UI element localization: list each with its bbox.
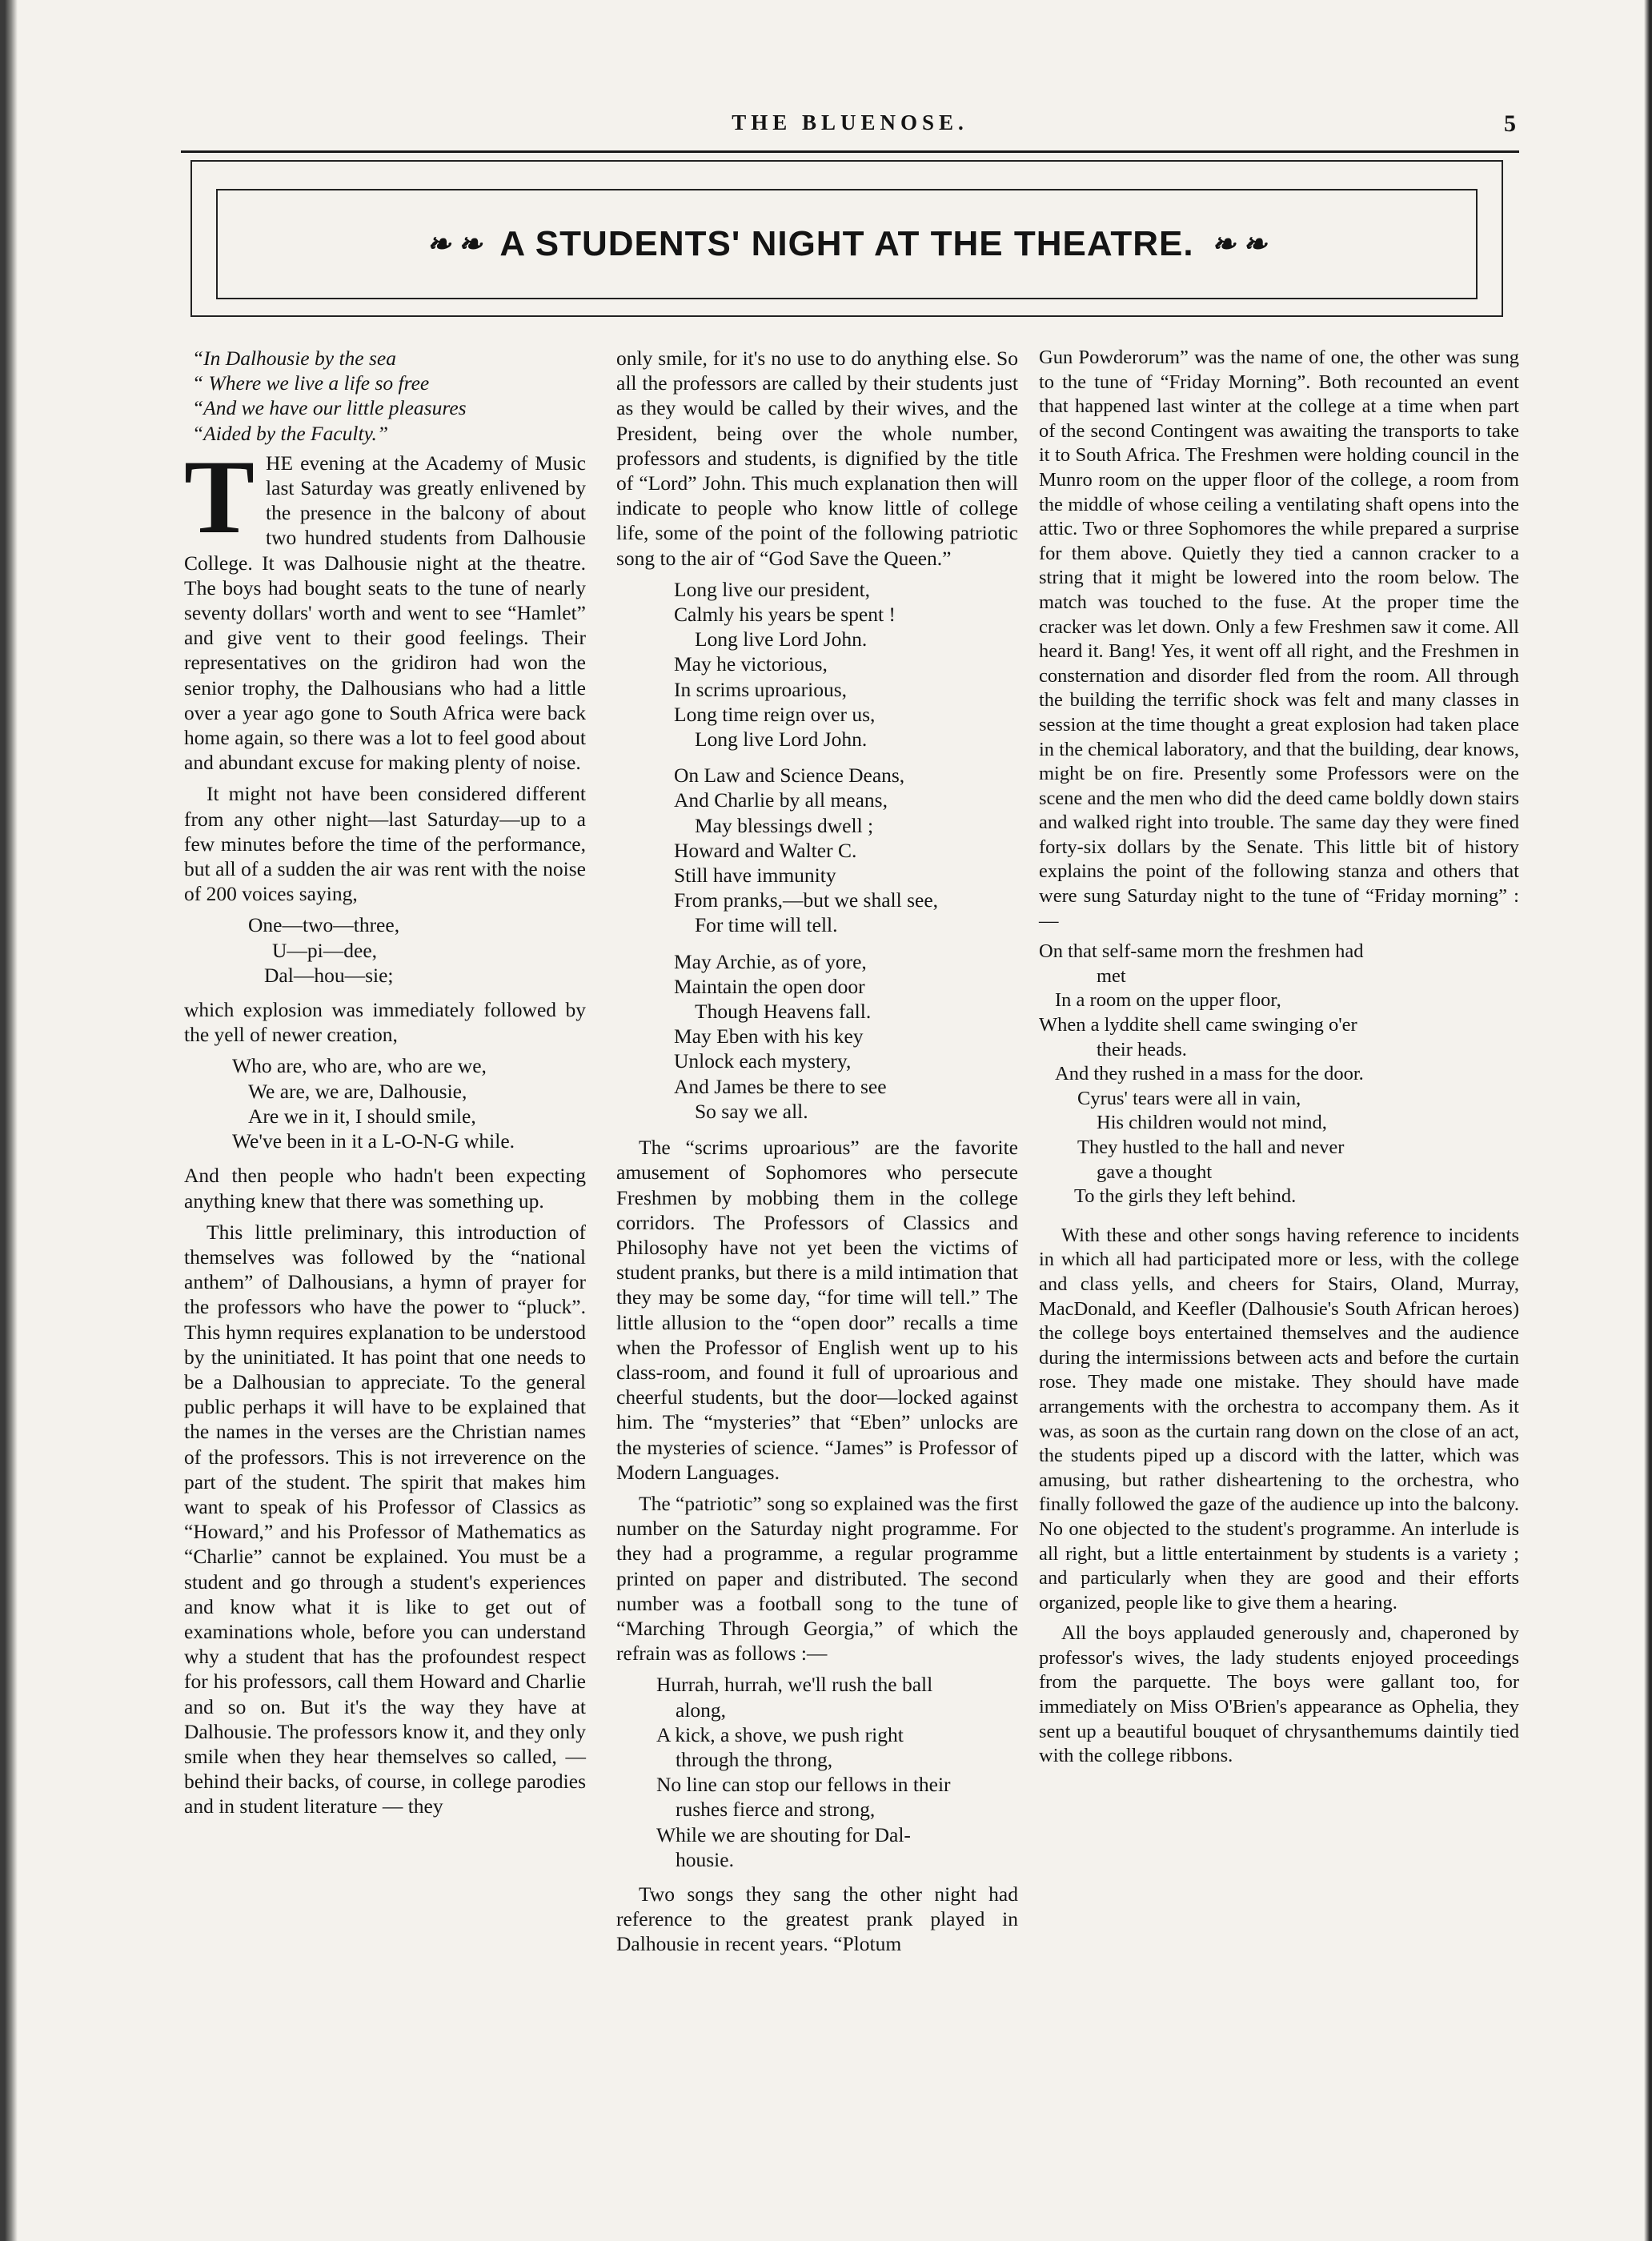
song-line: May blessings dwell ; xyxy=(695,813,874,837)
stanza-line: their heads. xyxy=(1097,1038,1187,1060)
song-line: Long time reign over us, xyxy=(674,702,876,726)
paragraph: And then people who hadn't been expecting anything knew that there was something up. xyxy=(184,1164,586,1213)
yell-line: Dal—hou—sie; xyxy=(264,963,394,987)
epigraph-line: “Aided by the Faculty.” xyxy=(192,421,389,445)
song-line: And Charlie by all means, xyxy=(674,788,888,812)
song-line: From pranks,—but we shall see, xyxy=(674,888,939,912)
stanza-line: On that self-same morn the freshmen had xyxy=(1039,940,1364,963)
song-line: On Law and Science Deans, xyxy=(674,764,905,788)
fleuron-ornament-left: ❧ ❧ xyxy=(427,228,483,260)
epigraph-line: “In Dalhousie by the sea xyxy=(192,347,396,370)
column-1 xyxy=(184,346,586,1826)
song-line: Maintain the open door xyxy=(674,974,865,998)
refrain-line: rushes fierce and strong, xyxy=(676,1798,876,1822)
song-line: Long live Lord John. xyxy=(695,728,868,752)
refrain-line: housie. xyxy=(676,1847,734,1871)
page-binding-edge xyxy=(0,0,18,2241)
yell-line: We've been in it a L-O-N-G while. xyxy=(232,1129,515,1153)
song-stanza xyxy=(616,577,1018,752)
paragraph-text: HE evening at the Academy of Music last Saturday was greatly enlivened by the presence in the balcony of about two hundred students from Dalhousie College. It was Dalhousie night at the theatre. The boys had bought seats to the tune of nearly seventy dollars' worth and went to see “Hamlet” and give vent to their good feelings. Their representatives on the gridiron had won the senior trophy, the Dalhousians who had a little over a year ago gone to South Africa were back home again, so there was a lot to feel good about and abundant excuse for making plenty of noise. xyxy=(184,451,586,775)
refrain-line: Hurrah, hurrah, we'll rush the ball xyxy=(656,1673,933,1697)
stanza-line: gave a thought xyxy=(1097,1161,1213,1183)
college-yell xyxy=(184,912,586,988)
column-3 xyxy=(1039,346,1519,1775)
song-line: In scrims uproarious, xyxy=(674,677,848,701)
national-anthem-song xyxy=(616,577,1018,1124)
column-2 xyxy=(616,346,1018,1963)
paragraph: This little preliminary, this introduction of themselves was followed by the “national anthem” of Dalhousians, a hymn of prayer for the professors who have the power to “pluck”. This hymn requires explanation to be understood by the uninitiated. It has point that one needs to be a Dalhousian to appreciate. To the general public perhaps it will have to be explained that the names in the verses are the Christian names of the professors. This is not irreverence on the part of the student. The spirit that makes him want to speak of his Professor of Classics as “Howard,” and his Professor of Mathematics as “Charlie” cannot be explained. You must be a student and go through a student's experiences and know what it is like to get out of examinations whole, before you can understand why a student that has the profoundest respect for his professors, call them Howard and Charlie and so on. But it's the way they have at Dalhousie. The professors know it, and they only smile when they hear themselves so called, —behind their backs, of course, in college parodies and in student literature — they xyxy=(184,1220,586,1818)
paragraph: Gun Powderorum” was the name of one, the other was sung to the tune of “Friday Morning”. Both recounted an event that happened last winter at the college at a time when part of the second Contingent was awaiting the transports to take it to South Africa. The Freshmen were holding council in the Munro room on the upper floor of the college, a room from the middle of whose ceiling a ventilating shaft opens into the attic. Two or three Sophomores the while prepared a surprise for them above. Quietly they tied a cannon cracker to a string that it might be lowered into the room below. The match was touched to the fuse. At the proper time the cracker was let down. Only a few Freshmen saw it come. All heard it. Bang! Yes, it went off all right, and the Freshmen in consternation and disorder fled from the room. All through the building the terrific shock was felt and many classes in session at the time thought a great explosion had taken place in the chemical laboratory, and that the building, dear knows, might be on fire. Presently some Professors were on the scene and the men who did the deed came boldly down stairs and walked right into trouble. The same day they were fined forty-six dollars by the Senate. This little bit of history explains the point of the following stanza and others that were sung Saturday night to the tune of “Friday morning” :— xyxy=(1039,347,1519,932)
yell-line: Are we in it, I should smile, xyxy=(248,1104,476,1128)
epigraph-line: “And we have our little pleasures xyxy=(192,396,467,420)
paragraph: All the boys applauded generously and, chaperoned by professor's wives, the lady students enjoyed proceedings from the parquette. The boys were gallant too, for immediately on Miss O'Brien's appearance as Ophelia, they sent up a beautiful bouquet of chrysanthemums daintily tied with the college ribbons. xyxy=(1039,1622,1519,1767)
paragraph: It might not have been considered different from any other night—last Saturday—up to a few minutes before the time of the performance, but all of a sudden the air was rent with the noise of 200 voices saying, xyxy=(184,782,586,906)
refrain-line: along, xyxy=(676,1698,727,1722)
paragraph: The “patriotic” song so explained was the first number on the Saturday night programme. For they had a programme, a regular programme printed on paper and distributed. The second number was a football song to the tune of “Marching Through Georgia,” of which the refrain was as follows :— xyxy=(616,1491,1018,1666)
song-line: Long live our president, xyxy=(674,577,871,601)
stanza-line: And they rushed in a mass for the door. xyxy=(1055,1063,1364,1085)
yell-line: U—pi—dee, xyxy=(272,938,378,962)
page-right-edge xyxy=(1644,0,1652,2241)
yell-line: We are, we are, Dalhousie, xyxy=(248,1079,467,1103)
stanza-line: Cyrus' tears were all in vain, xyxy=(1077,1087,1301,1109)
paragraph: Two songs they sang the other night had reference to the greatest prank played in Dalhousie in recent years. “Plotum xyxy=(616,1882,1018,1956)
yell-line: One—two—three, xyxy=(248,913,400,937)
newspaper-page xyxy=(64,0,1609,2241)
newer-yell xyxy=(184,1053,586,1153)
football-song-refrain xyxy=(656,1672,1018,1872)
yell-line: Who are, who are, who are we, xyxy=(232,1054,487,1078)
opening-paragraph xyxy=(184,437,586,776)
refrain-line: A kick, a shove, we push right xyxy=(656,1722,904,1746)
drop-cap: T xyxy=(184,437,255,555)
song-line: May Archie, as of yore, xyxy=(674,949,867,973)
refrain-line: No line can stop our fellows in their xyxy=(656,1773,951,1797)
stanza-line: When a lyddite shell came swinging o'er xyxy=(1039,1014,1357,1036)
paragraph: only smile, for it's no use to do anything else. So all the professors are called by their students just as they would be called by their wives, and the President, being over the whole number, professors and students, is dignified by the title of “Lord” John. This much explanation then will indicate to people who know little of college life, some of the point of the following patriotic song to the air of “God Save the Queen.” xyxy=(616,347,1018,570)
stanza-line: In a room on the upper floor, xyxy=(1055,989,1281,1012)
epigraph-line: “ Where we live a life so free xyxy=(192,371,430,395)
song-line: May Eben with his key xyxy=(674,1024,864,1048)
refrain-line: While we are shouting for Dal- xyxy=(656,1822,911,1846)
song-stanza xyxy=(616,949,1018,1124)
paragraph: The “scrims uproarious” are the favorite amusement of Sophomores who persecute Freshmen by mobbing them in the college corridors. The Professors of Classics and Philosophy have not yet been the victims of student pranks, but there is a mild intimation that they may be some day, “for time will tell.” The little allusion to the “open door” recalls a time when the Professor of English went up to his class-room, and found it full of uproarious and cheerful students, but the door—locked against him. The “mysteries” that “Eben” unlocks are the mysteries of science. “James” is Professor of Modern Languages. xyxy=(616,1136,1018,1484)
stanza-line: met xyxy=(1097,964,1126,987)
stanza-line: To the girls they left behind. xyxy=(1074,1185,1297,1208)
song-line: May he victorious, xyxy=(674,652,828,676)
header-rule xyxy=(181,150,1519,153)
song-line: Howard and Walter C. xyxy=(674,838,857,862)
friday-morning-stanza xyxy=(1039,940,1519,1209)
page-header xyxy=(184,110,1516,142)
paragraph: which explosion was immediately followed by the yell of newer creation, xyxy=(184,998,586,1047)
song-line: Though Heavens fall. xyxy=(695,1000,872,1024)
song-line: Unlock each mystery, xyxy=(674,1049,852,1073)
song-line: And James be there to see xyxy=(674,1074,887,1098)
song-line: Still have immunity xyxy=(674,864,836,888)
running-title: THE BLUENOSE. xyxy=(732,110,968,134)
song-line: So say we all. xyxy=(695,1099,808,1123)
title-frame-inner xyxy=(216,189,1478,299)
song-line: Calmly his years be spent ! xyxy=(674,603,896,627)
song-line: Long live Lord John. xyxy=(695,627,868,651)
title-frame xyxy=(190,160,1503,317)
epigraph xyxy=(192,346,586,446)
paragraph: With these and other songs having reference to incidents in which all had participated more or less, with the college and class yells, and cheers for Stairs, Oland, Murray, MacDonald, and Keefler (Dalhousie's South African heroes) the college boys entertained themselves and the audience during the intermissions between acts and before the curtain rose. They made one mistake. They should have made arrangements with the orchestra to accompany them. As it was, as soon as the curtain rang down on the close of an act, the students piped up a discord with the latter, which was amusing, but rather disheartening to the orchestra, who finally followed the gaze of the audience up into the balcony. No one objected to the student's programme. An interlude is all right, but a little entertainment by students is a variety ; and particularly when they are good and their efforts organized, people like to give them a hearing. xyxy=(1039,1224,1519,1614)
page-number: 5 xyxy=(1504,110,1516,137)
stanza-line: They hustled to the hall and never xyxy=(1077,1137,1345,1158)
song-stanza xyxy=(616,763,1018,937)
song-line: For time will tell. xyxy=(695,913,838,937)
article-heading xyxy=(427,224,1267,264)
article-title: A STUDENTS' NIGHT AT THE THEATRE. xyxy=(499,224,1194,263)
stanza-line: His children would not mind, xyxy=(1097,1112,1327,1134)
fleuron-ornament-right: ❧ ❧ xyxy=(1211,228,1267,260)
refrain-line: through the throng, xyxy=(676,1747,833,1771)
